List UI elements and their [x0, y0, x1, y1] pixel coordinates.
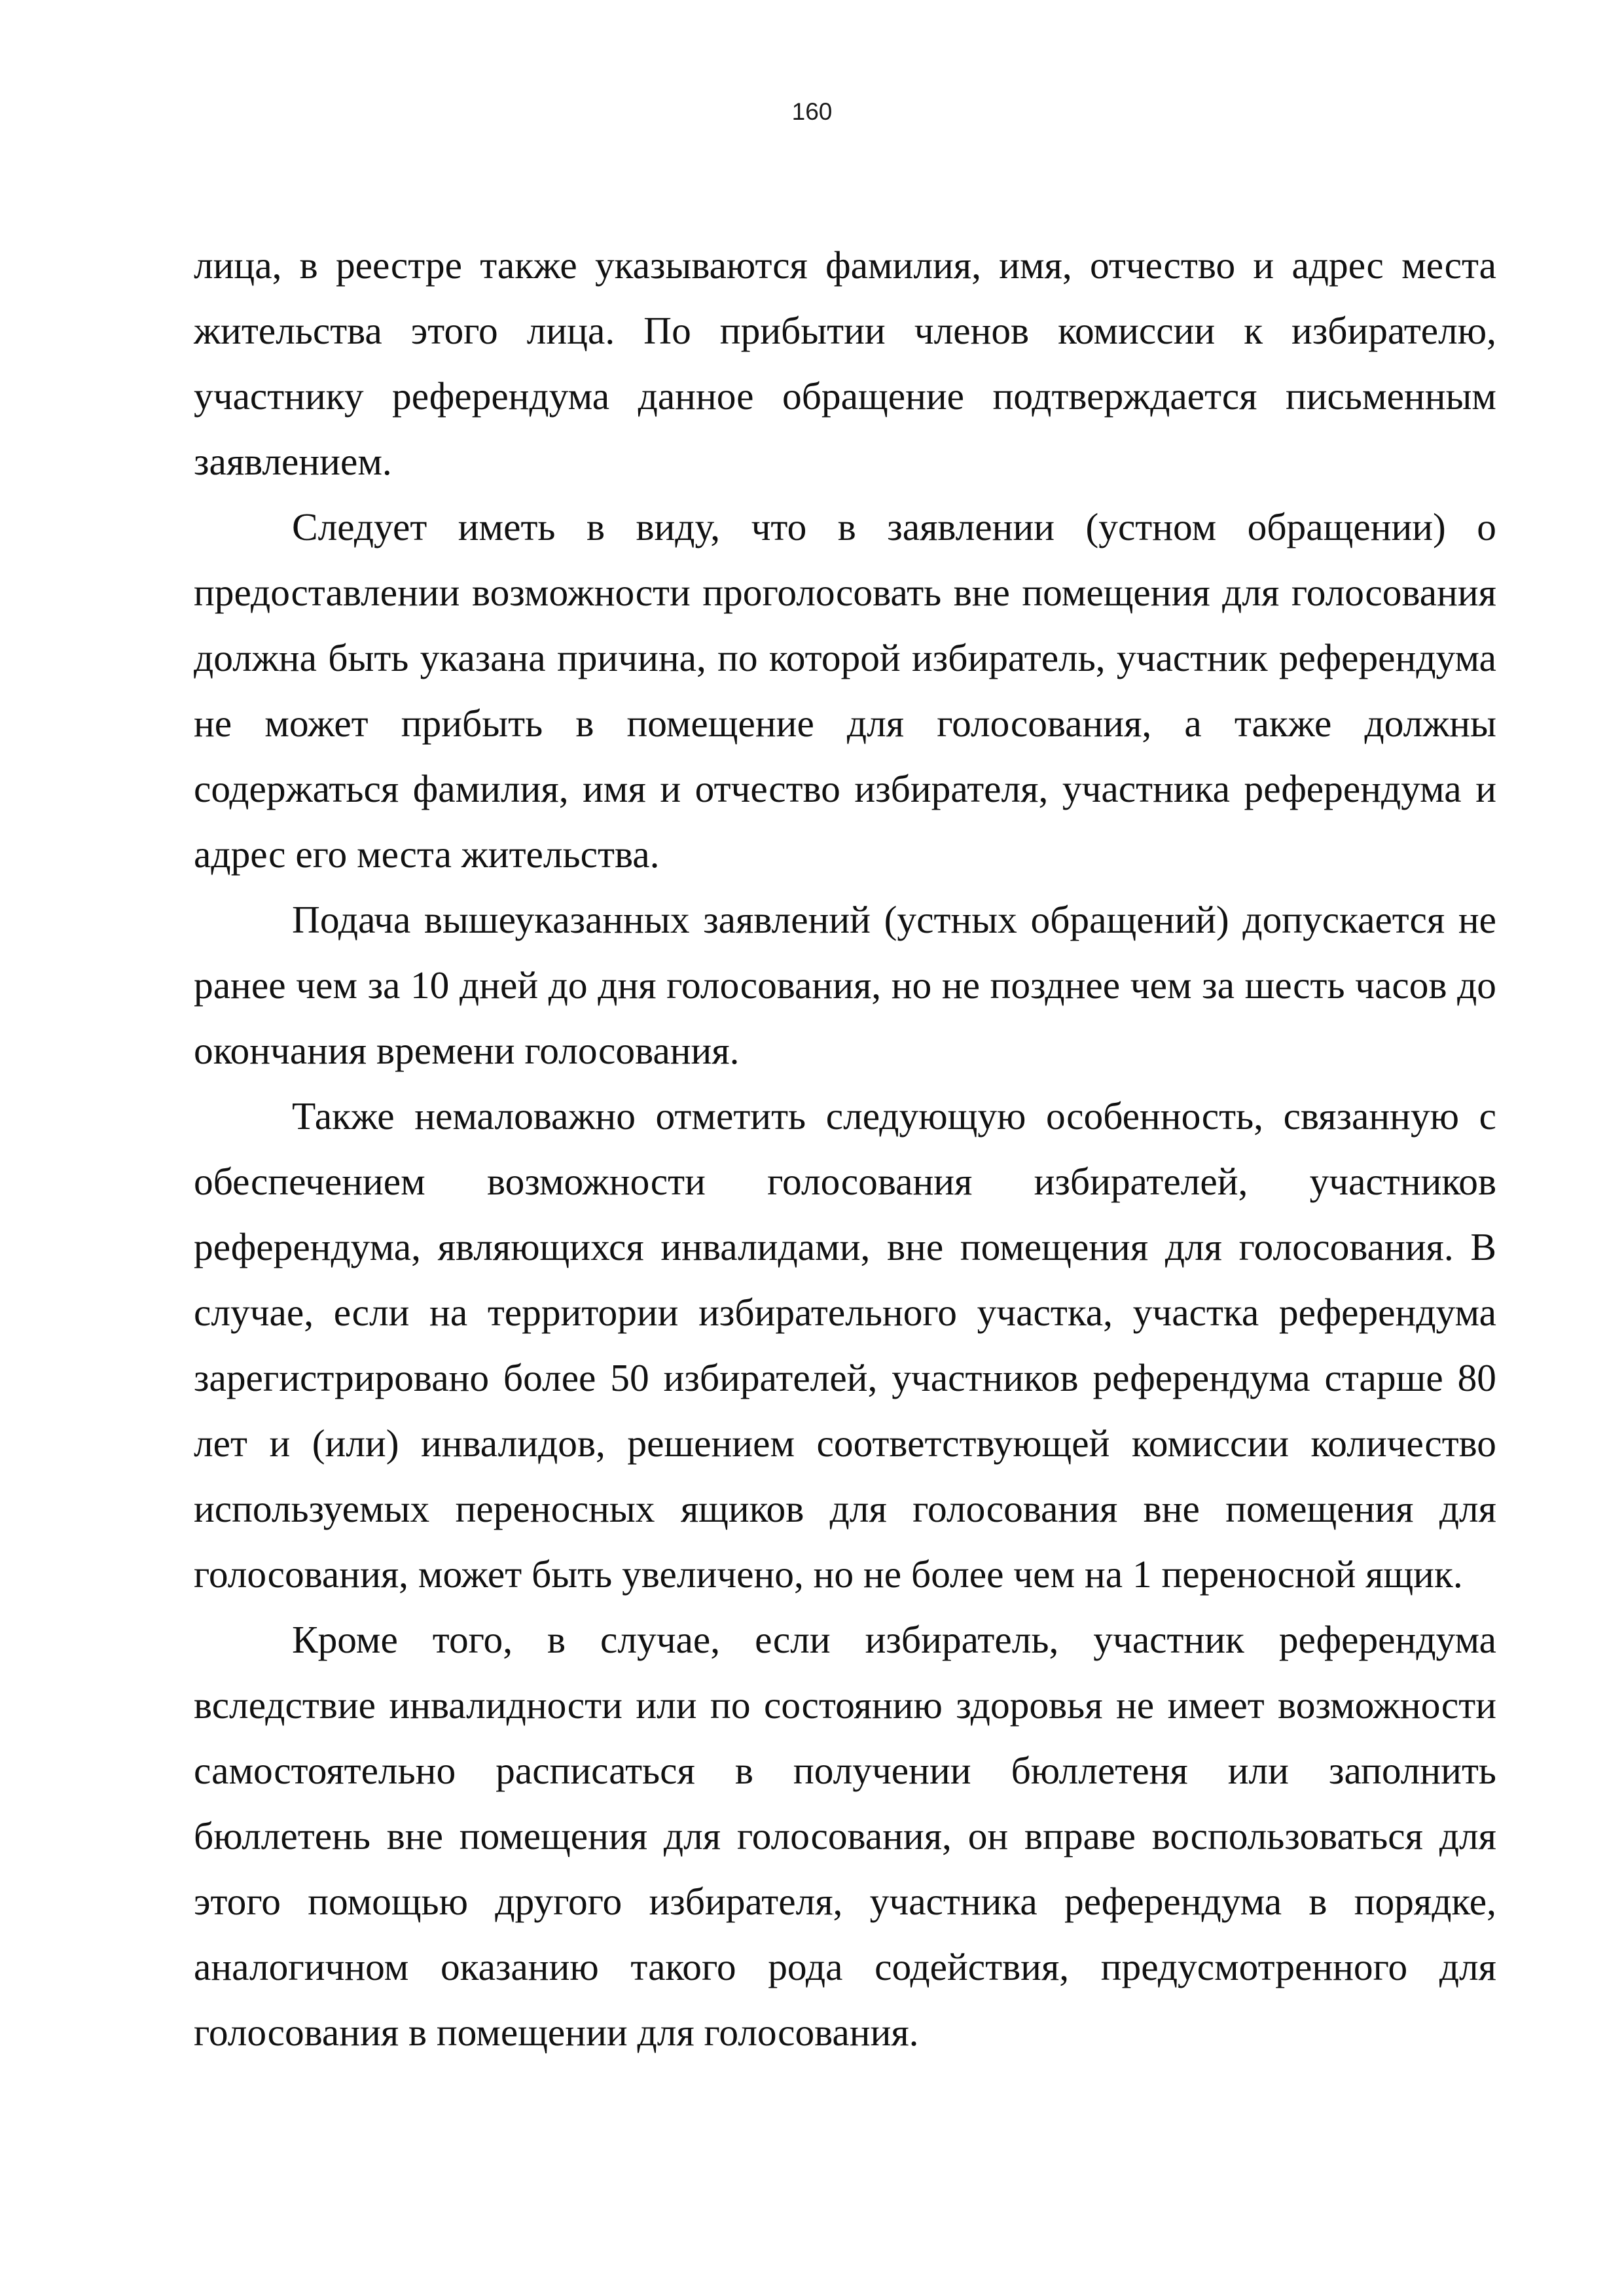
page-number: 160 [791, 98, 833, 125]
paragraph-5: Кроме того, в случае, если избиратель, участник референдума вследствие инвалидности или по состоянию здоровья не имеет возможности самостоятельно расписаться в получении бюллетеня или заполнить бюллетень вне помещения для голосования, он вправе воспользоваться для этого помощью другого избирателя, участника референдума в порядке, аналогичном оказанию такого рода содействия, предусмотренного для голосования в помещении для голосования. [194, 1618, 1496, 2054]
paragraph-4: Также немаловажно отметить следующую особенность, связанную с обеспечением возможности голосования избирателей, участников референдума, являющихся инвалидами, вне помещения для голосования. В случае, если на территории избирательного участка, участка референдума зарегистрировано более 50 избирателей, участников референдума старше 80 лет и (или) инвалидов, решением соответствующей комиссии количество используемых переносных ящиков для голосования вне помещения для голосования, может быть увеличено, но не более чем на 1 переносной ящик. [194, 1094, 1496, 1596]
document-body [194, 232, 1496, 2065]
paragraph-1: лица, в реестре также указываются фамилия, имя, отчество и адрес места жительства этого лица. По прибытии членов комиссии к избирателю, участнику референдума данное обращение подтверждается письменным заявлением. [194, 243, 1496, 483]
paragraph-2: Следует иметь в виду, что в заявлении (устном обращении) о предоставлении возможности проголосовать вне помещения для голосования должна быть указана причина, по которой избиратель, участник референдума не может прибыть в помещение для голосования, а также должны содержаться фамилия, имя и отчество избирателя, участника референдума и адрес его места жительства. [194, 505, 1496, 876]
paragraph-3: Подача вышеуказанных заявлений (устных обращений) допускается не ранее чем за 10 дней до дня голосования, но не позднее чем за шесть часов до окончания времени голосования. [194, 898, 1496, 1072]
